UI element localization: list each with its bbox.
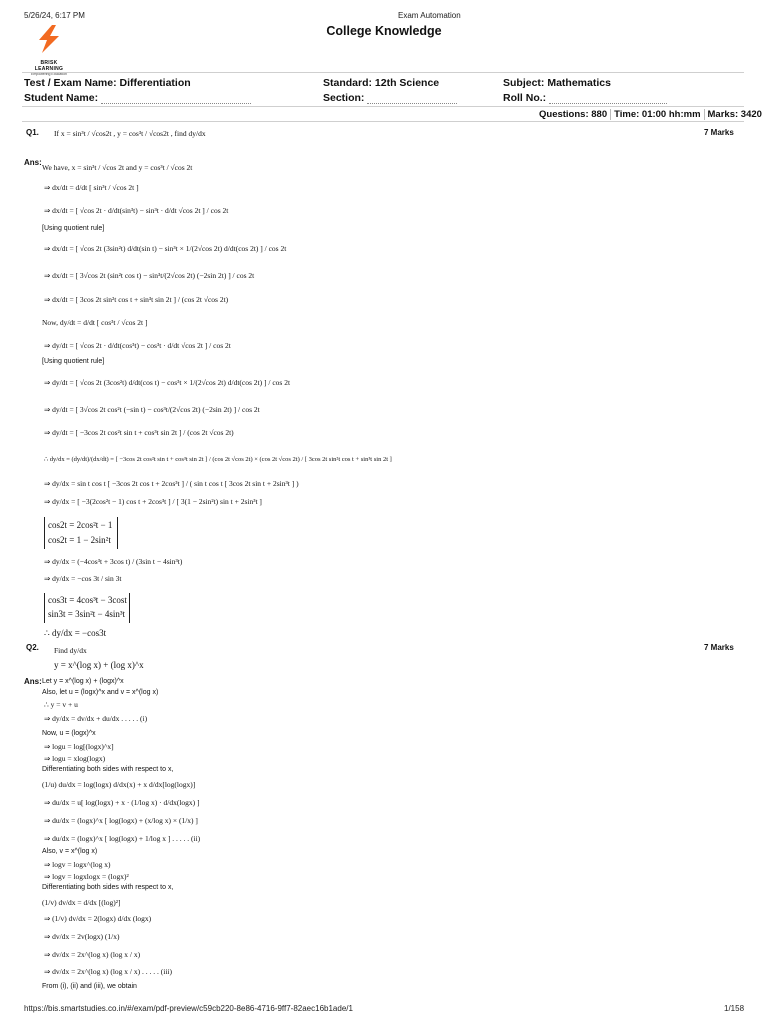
q1-step: ⇒ dy/dt = [ √cos 2t · d/dt(cos³t) − cos³t · d/dt √cos 2t ] / cos 2t bbox=[44, 341, 231, 350]
student-name-field bbox=[24, 92, 251, 104]
q1-step: ⇒ dy/dx = [ −3(2cos²t − 1) cos t + 2cos³t ] / [ 3(1 − 2sin²t) sin t + 2sin³t ] bbox=[44, 497, 262, 506]
exam-stats bbox=[536, 109, 765, 120]
header-divider-top bbox=[22, 72, 744, 73]
q2-step: Let y = x^(log x) + (logx)^x bbox=[42, 678, 124, 685]
q1-step: ⇒ dx/dt = [ √cos 2t · d/dt(sin³t) − sin³t · d/dt √cos 2t ] / cos 2t bbox=[44, 206, 229, 215]
q2-note: Differentiating both sides with respect to x, bbox=[42, 766, 174, 773]
q1-step: ⇒ dy/dx = sin t cos t [ −3cos 2t cos t + 2cos³t ] / ( sin t cos t [ 3cos 2t sin t + 2sin³t ] ) bbox=[44, 479, 299, 488]
print-datetime: 5/26/24, 6:17 PM bbox=[24, 11, 85, 20]
q1-marks: 7 Marks bbox=[704, 128, 734, 137]
q1-step: ⇒ dx/dt = [ 3cos 2t sin²t cos t + sin³t sin 2t ] / (cos 2t √cos 2t) bbox=[44, 295, 229, 304]
q1-number: Q1. bbox=[26, 128, 39, 137]
q1-identity: sin3t = 3sin²t − 4sin³t bbox=[48, 609, 126, 619]
q2-step: Also, v = x^(log x) bbox=[42, 848, 98, 855]
footer-page-number: 1/158 bbox=[724, 1004, 745, 1013]
total-marks: Marks: 3420 bbox=[707, 109, 762, 120]
q1-step: ⇒ dy/dt = [ 3√cos 2t cos²t (−sin t) − cos³t/(2√cos 2t) (−2sin 2t) ] / cos 2t bbox=[44, 405, 260, 414]
q2-step: ⇒ du/dx = (logx)^x [ log(logx) + 1/log x ] . . . . . (ii) bbox=[44, 834, 201, 843]
q1-step: ∴ dy/dx = (dy/dt)/(dx/dt) = [ −3cos 2t cos²t sin t + cos³t sin 2t ] / (cos 2t √cos 2t) × (cos 2t √cos 2t) / [ 3cos 2t sin²t cos t + sin³t sin 2t ] bbox=[44, 456, 392, 463]
q2-step: (1/v) dv/dx = d/dx [(log)²] bbox=[42, 898, 121, 907]
q2-step: ⇒ logu = log[(logx)^x] bbox=[44, 742, 114, 751]
document-title: College Knowledge bbox=[326, 24, 442, 38]
subject-label: Subject: Mathematics bbox=[503, 77, 611, 89]
q2-step: ⇒ dy/dx = dv/dx + du/dx . . . . . (i) bbox=[44, 714, 148, 723]
brand-name: BRISK LEARNING bbox=[34, 60, 64, 72]
q1-step: ⇒ dy/dx = −cos 3t / sin 3t bbox=[44, 574, 122, 583]
q1-note: [Using quotient rule] bbox=[42, 225, 105, 232]
q2-step: ⇒ du/dx = u[ log(logx) + x · (1/log x) · d/dx(logx) ] bbox=[44, 798, 200, 807]
q1-identity: cos2t = 1 − 2sin²t bbox=[48, 535, 111, 545]
q2-step: From (i), (ii) and (iii), we obtain bbox=[42, 983, 137, 990]
q2-step: ⇒ logv = logx^(log x) bbox=[44, 860, 111, 869]
roll-no-label: Roll No.: bbox=[503, 92, 547, 104]
q1-step: ⇒ dy/dt = [ √cos 2t (3cos²t) d/dt(cos t) − cos³t × 1/(2√cos 2t) d/dt(cos 2t) ] / cos 2t bbox=[44, 378, 291, 387]
section-blank bbox=[367, 94, 457, 104]
roll-no-blank bbox=[549, 94, 667, 104]
student-name-label: Student Name: bbox=[24, 92, 99, 104]
q2-step: ⇒ du/dx = (logx)^x [ log(logx) + (x/log x) × (1/x) ] bbox=[44, 816, 198, 825]
questions-count: Questions: 880 bbox=[536, 109, 611, 120]
q2-number: Q2. bbox=[26, 643, 39, 652]
q1-question: If x = sin³t / √cos2t , y = cos³t / √cos2t , find dy/dx bbox=[54, 129, 206, 138]
q1-step: ⇒ dx/dt = d/dt [ sin³t / √cos 2t ] bbox=[44, 183, 139, 192]
q2-step: Also, let u = (logx)^x and v = x^(log x) bbox=[42, 689, 159, 696]
student-name-blank bbox=[101, 94, 251, 104]
header-divider-mid bbox=[22, 106, 744, 107]
q2-question: Find dy/dx bbox=[54, 646, 87, 655]
q2-question: y = x^(log x) + (log x)^x bbox=[54, 660, 144, 670]
q2-step: ⇒ logu = xlog(logx) bbox=[44, 754, 106, 763]
footer-url: https://bis.smartstudies.co.in/#/exam/pdf-preview/c59cb220-8e86-4716-9ff7-82aec16b1ade/1 bbox=[24, 1004, 353, 1013]
q2-ans-label: Ans: bbox=[24, 677, 42, 686]
q2-step: ⇒ dv/dx = 2v(logx) (1/x) bbox=[44, 932, 120, 941]
q2-step: ⇒ logv = logxlogx = (logx)² bbox=[44, 872, 129, 881]
q1-step: ⇒ dy/dt = [ −3cos 2t cos²t sin t + cos³t sin 2t ] / (cos 2t √cos 2t) bbox=[44, 428, 234, 437]
standard-label: Standard: 12th Science bbox=[323, 77, 440, 89]
q1-identity: cos2t = 2cos²t − 1 bbox=[48, 520, 113, 530]
q1-note: [Using quotient rule] bbox=[42, 358, 105, 365]
q1-step: ⇒ dx/dt = [ 3√cos 2t (sin²t cos t) − sin³t/(2√cos 2t) (−2sin 2t) ] / cos 2t bbox=[44, 271, 255, 280]
q2-step: ⇒ (1/v) dv/dx = 2(logx) d/dx (logx) bbox=[44, 914, 152, 923]
q2-step: ⇒ dv/dx = 2x^(log x) (log x / x) . . . . . (iii) bbox=[44, 967, 172, 976]
section-label: Section: bbox=[323, 92, 365, 104]
section-field bbox=[323, 92, 457, 104]
q2-note: Differentiating both sides with respect to x, bbox=[42, 884, 174, 891]
q2-step: ⇒ dv/dx = 2x^(log x) (log x / x) bbox=[44, 950, 141, 959]
q1-ans-label: Ans: bbox=[24, 158, 42, 167]
q2-step: (1/u) du/dx = log(logx) d/dx(x) + x d/dx[log(logx)] bbox=[42, 780, 196, 789]
q1-final-answer: ∴ dy/dx = −cos3t bbox=[44, 628, 107, 638]
time-limit: Time: 01:00 hh:mm bbox=[611, 109, 704, 120]
header-divider-bottom bbox=[22, 121, 744, 122]
test-name-label: Test / Exam Name: Differentiation bbox=[24, 77, 191, 89]
q1-step: ⇒ dy/dx = (−4cos³t + 3cos t) / (3sin t − 4sin³t) bbox=[44, 557, 183, 566]
q1-step: Now, dy/dt = d/dt [ cos³t / √cos 2t ] bbox=[42, 318, 148, 327]
q2-marks: 7 Marks bbox=[704, 643, 734, 652]
q1-identity: cos3t = 4cos³t − 3cost bbox=[48, 595, 127, 605]
q1-step: ⇒ dx/dt = [ √cos 2t (3sin²t) d/dt(sin t) − sin³t × 1/(2√cos 2t) d/dt(cos 2t) ] / cos 2t bbox=[44, 244, 287, 253]
print-page-title: Exam Automation bbox=[398, 11, 461, 20]
roll-no-field bbox=[503, 92, 667, 104]
q2-step: ∴ y = v + u bbox=[44, 700, 78, 709]
q1-step: We have, x = sin³t / √cos 2t and y = cos³t / √cos 2t bbox=[42, 163, 193, 172]
q2-step: Now, u = (logx)^x bbox=[42, 730, 96, 737]
brand-tagline: Empowering Education bbox=[31, 72, 67, 76]
